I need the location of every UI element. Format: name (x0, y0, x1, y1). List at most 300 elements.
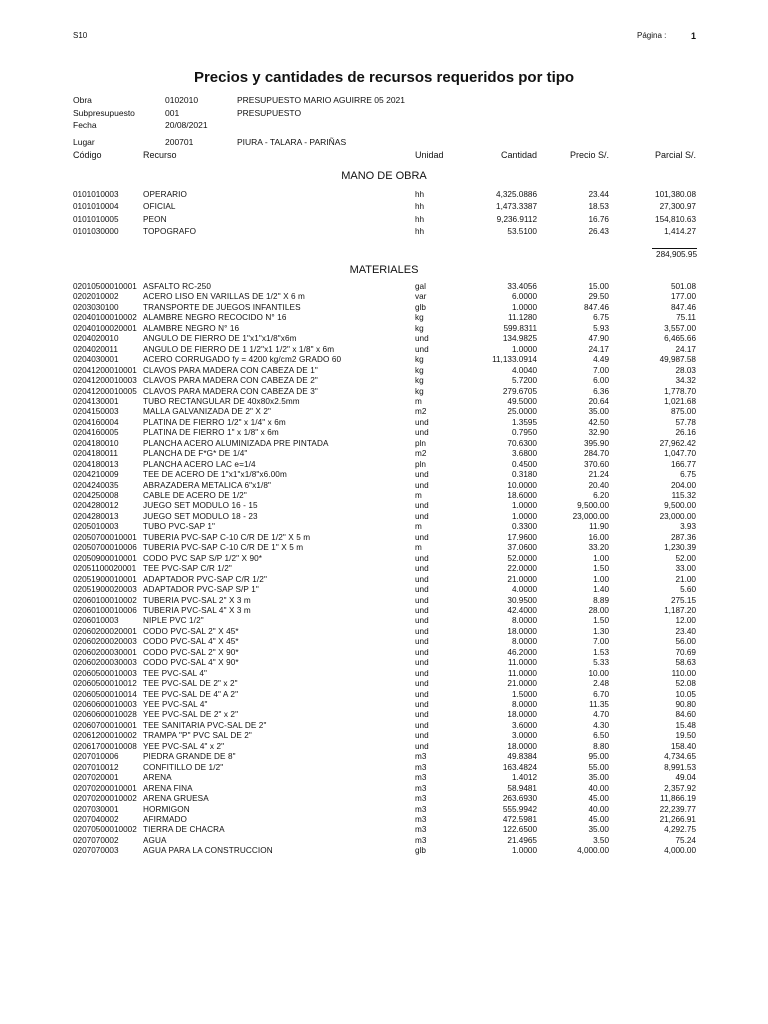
cell-code: 0101010003 (73, 190, 119, 199)
cell-qty: 599.8311 (503, 323, 537, 333)
cell-price: 4,000.00 (577, 846, 609, 856)
cell-partial: 847.46 (670, 302, 696, 312)
cell-partial: 204.00 (670, 480, 696, 490)
cell-unit: kg (415, 386, 424, 396)
cell-code: 0206010003 (73, 616, 119, 626)
cell-name: CODO PVC-SAL 2" X 90* (143, 647, 239, 657)
cell-partial: 56.00 (675, 637, 696, 647)
cell-name: TEE PVC-SAL DE 2" x 2" (143, 679, 238, 689)
cell-price: 16.00 (588, 532, 609, 542)
cell-qty: 11.1280 (508, 313, 537, 323)
cell-qty: 1.4012 (511, 773, 537, 783)
meta-desc: PRESUPUESTO (237, 107, 302, 118)
cell-qty: 1.3595 (511, 417, 537, 427)
cell-price: 33.20 (588, 543, 609, 553)
table-row (0, 215, 768, 225)
cell-price: 847.46 (583, 302, 609, 312)
cell-name: PLANCHA ACERO ALUMINIZADA PRE PINTADA (143, 438, 329, 448)
cell-price: 29.50 (588, 292, 609, 302)
table-row (0, 397, 768, 407)
cell-unit: m (415, 543, 422, 553)
cell-price: 5.33 (593, 658, 609, 668)
cell-code: 02060100010002 (73, 595, 137, 605)
cell-name: OFICIAL (143, 202, 176, 212)
cell-partial: 27,962.42 (659, 438, 696, 448)
cell-qty: 3.0000 (511, 731, 537, 741)
cell-qty: 18.0000 (507, 741, 537, 751)
cell-name: ADAPTADOR PVC-SAP C/R 1/2" (143, 574, 267, 584)
cell-qty: 11.0000 (508, 658, 537, 668)
cell-name: CODO PVC-SAL 2" X 45* (143, 626, 239, 636)
cell-code: 0204020011 (73, 344, 118, 354)
cell-partial: 57.78 (675, 417, 696, 427)
meta-label: Lugar (73, 137, 95, 147)
cell-partial: 3.93 (680, 522, 696, 532)
cell-unit: m3 (415, 752, 427, 762)
cell-unit: und (415, 679, 429, 689)
meta-code: 200701 (165, 137, 194, 147)
cell-code: 0204180011 (73, 449, 118, 459)
cell-code: 0101010005 (73, 214, 119, 224)
table-row (0, 752, 768, 762)
col-unit: Unidad (415, 150, 444, 160)
meta-row (0, 108, 768, 120)
cell-qty: 555.9942 (502, 804, 537, 814)
cell-unit: und (415, 511, 429, 521)
cell-unit: m (415, 396, 422, 406)
cell-code: 02050700010006 (73, 543, 137, 553)
cell-price: 7.00 (593, 365, 609, 375)
table-row (0, 825, 768, 835)
cell-partial: 27,300.97 (659, 202, 696, 212)
cell-unit: und (415, 344, 429, 354)
cell-name: TRAMPA "P" PVC SAL DE 2" (143, 731, 252, 741)
cell-partial: 101,380.08 (655, 190, 696, 199)
cell-unit: und (415, 710, 429, 720)
cell-qty: 1.5000 (511, 689, 537, 699)
cell-price: 8.80 (593, 741, 609, 751)
cell-qty: 18.0000 (507, 626, 537, 636)
cell-qty: 21.0000 (507, 679, 537, 689)
cell-unit: hh (415, 202, 425, 212)
table-row (0, 543, 768, 553)
cell-price: 23,000.00 (572, 511, 609, 521)
cell-price: 8.89 (593, 595, 609, 605)
cell-code: 02060100010006 (73, 605, 137, 615)
table-row (0, 658, 768, 668)
col-partial: Parcial S/. (654, 150, 696, 160)
cell-name: TEE PVC-SAL 4" (143, 668, 208, 678)
cell-unit: und (415, 658, 429, 668)
cell-unit: m3 (415, 794, 427, 804)
table-row (0, 470, 768, 480)
cell-code: 02051900010001 (73, 574, 137, 584)
table-row (0, 303, 768, 313)
cell-name: CODO PVC-SAL 4" X 45* (143, 637, 239, 647)
cell-name: ALAMBRE NEGRO RECOCIDO N° 16 (143, 313, 287, 323)
cell-partial: 154,810.63 (655, 214, 696, 224)
cell-price: 18.53 (588, 202, 609, 212)
cell-price: 6.20 (593, 491, 609, 500)
cell-price: 40.00 (588, 783, 609, 793)
cell-name: ACERO CORRUGADO fy = 4200 kg/cm2 GRADO 60 (143, 355, 342, 365)
cell-partial: 9,500.00 (664, 501, 696, 511)
cell-unit: m3 (415, 835, 427, 845)
cell-code: 02041200010005 (73, 386, 137, 396)
cell-price: 16.76 (588, 214, 609, 224)
cell-price: 1.53 (593, 647, 609, 657)
table-row (0, 742, 768, 752)
cell-unit: und (415, 574, 429, 584)
cell-name: PEON (143, 214, 167, 224)
cell-name: ABRAZADERA METALICA 6"x1/8" (143, 480, 272, 490)
cell-code: 0204240035 (73, 480, 119, 490)
cell-qty: 0.7950 (511, 428, 537, 438)
cell-unit: glb (415, 846, 426, 856)
cell-price: 15.00 (588, 282, 609, 291)
table-row (0, 805, 768, 815)
table-row (0, 564, 768, 574)
report-title: Precios y cantidades de recursos requeridos por tipo (193, 69, 575, 86)
cell-unit: gal (415, 282, 426, 291)
cell-unit: kg (415, 313, 424, 323)
cell-partial: 1,230.39 (664, 543, 696, 553)
cell-name: AFIRMADO (143, 814, 188, 824)
cell-name: TOPOGRAFO (143, 227, 197, 237)
cell-unit: und (415, 595, 429, 605)
cell-code: 02010500010001 (73, 282, 137, 291)
cell-qty: 6.0000 (511, 292, 537, 302)
cell-qty: 33.4056 (507, 282, 537, 291)
cell-name: JUEGO SET MODULO 18 - 23 (143, 511, 258, 521)
cell-name: PLATINA DE FIERRO 1/2" x 1/4" x 6m (143, 417, 286, 427)
cell-code: 0205010003 (73, 522, 119, 532)
cell-qty: 1.0000 (511, 846, 537, 856)
table-row (0, 669, 768, 679)
table-row (0, 731, 768, 741)
cell-partial: 10.05 (675, 689, 696, 699)
cell-partial: 12.00 (675, 616, 696, 626)
table-row (0, 282, 768, 292)
cell-code: 0204180013 (73, 459, 119, 469)
cell-price: 21.24 (588, 470, 609, 480)
table-row (0, 439, 768, 449)
table-row (0, 554, 768, 564)
cell-price: 3.50 (593, 835, 609, 845)
cell-partial: 28.03 (675, 365, 696, 375)
cell-partial: 52.00 (675, 553, 696, 563)
cell-code: 02060600010028 (73, 710, 137, 720)
cell-price: 47.90 (588, 334, 609, 344)
meta-label: Obra (73, 95, 92, 105)
cell-code: 0204250008 (73, 491, 119, 500)
table-row (0, 324, 768, 334)
cell-name: YEE PVC-SAL 4" x 2" (143, 741, 225, 751)
cell-partial: 8,991.53 (664, 762, 696, 772)
cell-qty: 52.0000 (507, 553, 537, 563)
cell-price: 6.75 (593, 313, 609, 323)
cell-unit: kg (415, 355, 424, 365)
cell-unit: pln (415, 459, 426, 469)
cell-name: CLAVOS PARA MADERA CON CABEZA DE 1" (143, 365, 318, 375)
cell-qty: 263.6930 (502, 794, 537, 804)
cell-code: 02060200030003 (73, 658, 137, 668)
cell-name: OPERARIO (143, 190, 188, 199)
cell-partial: 33.00 (675, 564, 696, 574)
cell-price: 45.00 (588, 814, 609, 824)
cell-price: 1.00 (593, 553, 609, 563)
cell-qty: 122.6500 (502, 825, 537, 835)
cell-name: TUBERIA PVC-SAP C-10 C/R DE 1/2" X 5 m (143, 532, 311, 542)
cell-name: NIPLE PVC 1/2" (143, 616, 204, 626)
cell-code: 0207020001 (73, 773, 119, 783)
table-row (0, 190, 768, 200)
cell-price: 4.49 (593, 355, 609, 365)
cell-qty: 279.6705 (502, 386, 537, 396)
cell-qty: 472.5981 (502, 814, 537, 824)
cell-qty: 1,473.3387 (496, 202, 537, 212)
cell-code: 0204280012 (73, 501, 119, 511)
cell-unit: und (415, 428, 429, 438)
cell-qty: 22.0000 (507, 564, 537, 574)
cell-code: 0101010004 (73, 202, 119, 212)
cell-qty: 5.7200 (511, 376, 537, 386)
cell-unit: hh (415, 190, 425, 199)
meta-code: 001 (165, 107, 180, 118)
cell-qty: 18.6000 (507, 491, 537, 500)
cell-name: CODO PVC-SAL 4" X 90* (143, 658, 239, 668)
col-price: Precio S/. (569, 150, 609, 160)
cell-code: 0207040002 (73, 814, 119, 824)
cell-qty: 11,133.0914 (492, 355, 537, 365)
meta-desc: PIURA - TALARA - PARIÑAS (237, 137, 347, 147)
cell-unit: m3 (415, 762, 427, 772)
cell-code: 02060700010001 (73, 720, 137, 730)
table-row (0, 418, 768, 428)
cell-unit: und (415, 700, 429, 709)
cell-unit: hh (415, 214, 425, 224)
meta-label: Fecha (73, 120, 97, 130)
cell-name: TEE PVC-SAP C/R 1/2" (143, 564, 232, 574)
cell-code: 0204180010 (73, 438, 119, 448)
cell-qty: 1.0000 (511, 501, 537, 511)
cell-name: AGUA PARA LA CONSTRUCCION (143, 846, 273, 856)
cell-price: 23.44 (588, 190, 609, 199)
cell-qty: 49.8384 (507, 752, 537, 762)
cell-partial: 26.16 (675, 428, 696, 438)
cell-code: 0203030100 (73, 302, 119, 312)
cell-qty: 8.0000 (511, 637, 537, 647)
cell-name: PLANCHA ACERO LAC e=1/4 (143, 459, 256, 469)
table-row (0, 460, 768, 470)
cell-partial: 24.17 (675, 344, 696, 354)
cell-price: 35.00 (588, 773, 609, 783)
cell-code: 0204160004 (73, 417, 119, 427)
table-row (0, 721, 768, 731)
cell-partial: 1,778.70 (664, 386, 696, 396)
cell-code: 0207070003 (73, 846, 119, 856)
cell-qty: 0.4500 (511, 459, 537, 469)
cell-unit: hh (415, 227, 425, 237)
cell-qty: 4.0000 (511, 585, 537, 595)
cell-partial: 75.24 (675, 835, 696, 845)
cell-code: 0204280013 (73, 511, 119, 521)
table-row (0, 313, 768, 323)
cell-code: 02070200010001 (73, 783, 137, 793)
cell-code: 0101030000 (73, 227, 119, 237)
cell-partial: 58.63 (675, 658, 696, 668)
cell-unit: m3 (415, 773, 427, 783)
table-row (0, 522, 768, 532)
cell-name: ANGULO DE FIERRO DE 1"x1"x1/8"x6m (143, 334, 297, 344)
cell-unit: und (415, 585, 429, 595)
cell-partial: 22,239.77 (659, 804, 696, 814)
cell-partial: 52.08 (675, 679, 696, 689)
cell-unit: und (415, 626, 429, 636)
table-row (0, 575, 768, 585)
cell-name: TRANSPORTE DE JUEGOS INFANTILES (143, 302, 301, 312)
cell-code: 02050900010001 (73, 553, 137, 563)
cell-partial: 49.04 (675, 773, 696, 783)
cell-unit: und (415, 605, 429, 615)
cell-name: TEE DE ACERO DE 1"x1"x1/8"x6.00m (143, 470, 287, 480)
cell-name: CABLE DE ACERO DE 1/2" (143, 491, 247, 500)
cell-partial: 501.08 (670, 282, 696, 291)
cell-partial: 3,557.00 (664, 323, 696, 333)
cell-price: 7.00 (593, 637, 609, 647)
cell-partial: 875.00 (670, 407, 696, 417)
table-row (0, 227, 768, 237)
cell-partial: 4,000.00 (664, 846, 696, 856)
table-row (0, 596, 768, 606)
cell-unit: var (415, 292, 427, 302)
cell-price: 1.00 (593, 574, 609, 584)
cell-name: ASFALTO RC-250 (143, 282, 211, 291)
cell-name: CLAVOS PARA MADERA CON CABEZA DE 3" (143, 386, 318, 396)
cell-unit: m (415, 522, 422, 532)
cell-code: 02061700010008 (73, 741, 137, 751)
cell-unit: und (415, 564, 429, 574)
cell-name: ARENA (143, 773, 172, 783)
meta-row (0, 95, 768, 107)
cell-unit: und (415, 689, 429, 699)
cell-partial: 21,266.91 (659, 814, 696, 824)
cell-code: 0204160005 (73, 428, 119, 438)
cell-qty: 53.5100 (507, 227, 537, 237)
cell-code: 02060500010003 (73, 668, 137, 678)
cell-partial: 49,987.58 (659, 355, 696, 365)
cell-price: 1.30 (593, 626, 609, 636)
cell-price: 4.30 (593, 720, 609, 730)
cell-qty: 70.6300 (507, 438, 537, 448)
cell-qty: 1.0000 (511, 511, 537, 521)
cell-partial: 11,866.19 (660, 794, 696, 804)
cell-code: 0207070002 (73, 835, 119, 845)
meta-code: 20/08/2021 (165, 120, 208, 130)
cell-price: 28.00 (588, 605, 609, 615)
cell-qty: 37.0600 (507, 543, 537, 553)
cell-partial: 158.40 (670, 741, 696, 751)
cell-price: 1.40 (593, 585, 609, 595)
cell-name: ADAPTADOR PVC-SAP S/P 1" (143, 585, 259, 595)
cell-unit: pln (415, 438, 426, 448)
cell-unit: m3 (415, 783, 427, 793)
cell-price: 11.35 (589, 700, 609, 709)
table-row (0, 763, 768, 773)
cell-name: TUBERIA PVC-SAL 4" X 3 m (143, 605, 251, 615)
cell-price: 9,500.00 (577, 501, 609, 511)
cell-qty: 11.0000 (508, 668, 537, 678)
cell-price: 6.70 (593, 689, 609, 699)
cell-qty: 3.6800 (511, 449, 537, 459)
cell-price: 20.64 (588, 396, 609, 406)
cell-qty: 42.4000 (507, 605, 537, 615)
meta-desc: PRESUPUESTO MARIO AGUIRRE 05 2021 (237, 95, 406, 105)
cell-partial: 23.40 (675, 626, 696, 636)
cell-partial: 6,465.66 (664, 334, 696, 344)
cell-code: 02060500010014 (73, 689, 137, 699)
table-row (0, 449, 768, 459)
table-row (0, 836, 768, 846)
cell-partial: 115.32 (671, 491, 696, 500)
meta-label: Subpresupuesto (73, 107, 135, 118)
cell-unit: und (415, 480, 429, 490)
cell-unit: m2 (415, 449, 427, 459)
cell-code: 02060200020003 (73, 637, 137, 647)
cell-partial: 275.15 (670, 595, 696, 605)
cell-qty: 3.6000 (511, 720, 537, 730)
cell-qty: 1.0000 (511, 302, 537, 312)
cell-name: ARENA FINA (143, 783, 193, 793)
cell-unit: und (415, 647, 429, 657)
cell-code: 02040100010002 (73, 313, 137, 323)
cell-code: 02040100020001 (73, 323, 137, 333)
cell-qty: 8.0000 (511, 616, 537, 626)
cell-partial: 1,047.70 (664, 449, 696, 459)
cell-qty: 25.0000 (507, 407, 537, 417)
cell-name: AGUA (143, 835, 167, 845)
cell-price: 55.00 (588, 762, 609, 772)
table-row (0, 334, 768, 344)
cell-unit: m3 (415, 825, 427, 835)
table-row (0, 345, 768, 355)
table-row (0, 292, 768, 302)
cell-name: MALLA GALVANIZADA DE 2" X 2" (143, 407, 271, 417)
cell-price: 45.00 (588, 794, 609, 804)
cell-unit: glb (415, 302, 426, 312)
table-row (0, 481, 768, 491)
cell-qty: 30.9500 (507, 595, 537, 605)
cell-qty: 17.9600 (507, 532, 537, 542)
cell-code: 0204150003 (73, 407, 119, 417)
cell-name: TEE SANITARIA PVC-SAL DE 2" (143, 720, 267, 730)
cell-name: TUBO PVC-SAP 1" (143, 522, 216, 532)
cell-partial: 90.80 (675, 700, 696, 709)
cell-name: CONFITILLO DE 1/2" (143, 762, 224, 772)
cell-unit: und (415, 501, 429, 511)
table-row (0, 376, 768, 386)
cell-qty: 49.5000 (507, 396, 537, 406)
cell-partial: 287.36 (670, 532, 696, 542)
table-row (0, 501, 768, 511)
cell-price: 20.40 (588, 480, 609, 490)
cell-unit: und (415, 720, 429, 730)
cell-price: 95.00 (588, 752, 609, 762)
cell-name: PLANCHA DE F*G* DE 1/4" (143, 449, 248, 459)
cell-partial: 23,000.00 (659, 511, 696, 521)
cell-code: 02051900020003 (73, 585, 137, 595)
cell-price: 395.90 (583, 438, 609, 448)
